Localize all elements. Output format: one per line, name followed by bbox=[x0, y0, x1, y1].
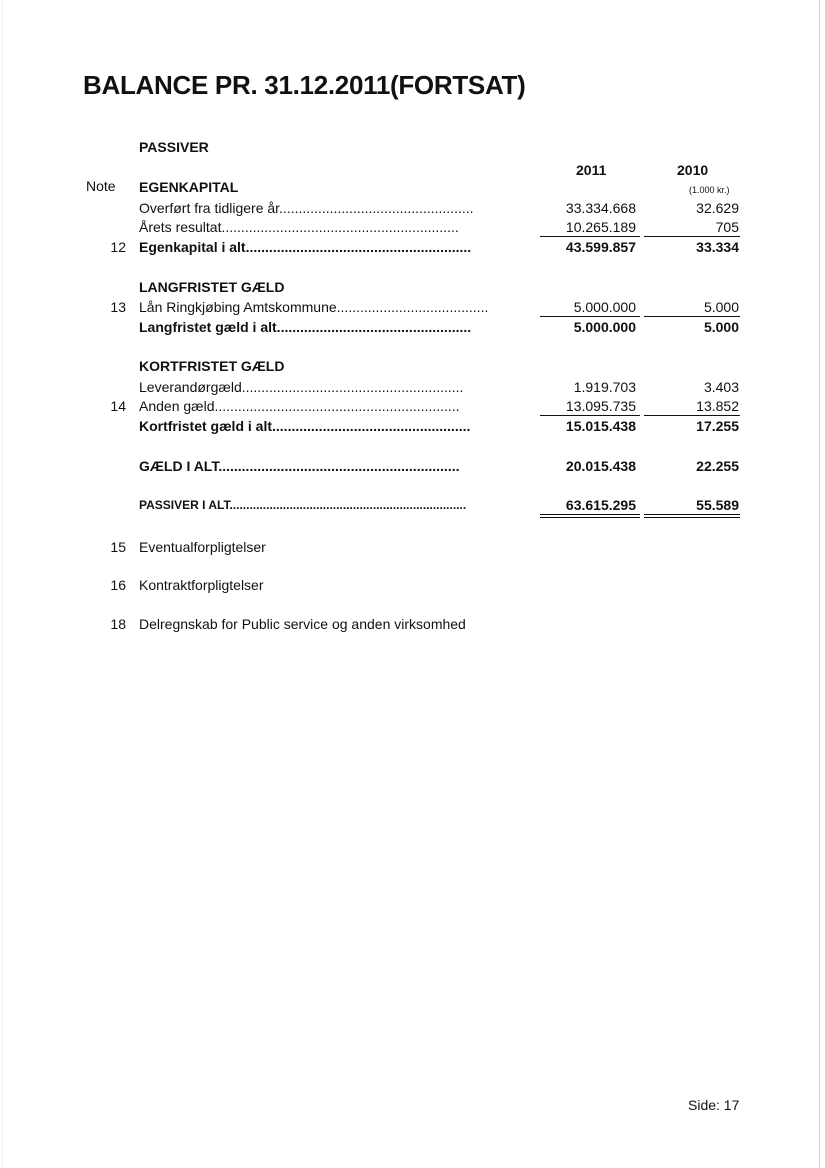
value-2010: 5.000 bbox=[703, 319, 739, 335]
row-debt-total bbox=[0, 458, 825, 476]
footnote-text: Eventualforpligtelser bbox=[139, 539, 266, 555]
double-rule-2010-bottom bbox=[644, 517, 740, 518]
heading-long-term-debt: LANGFRISTET GÆLD bbox=[139, 279, 285, 295]
value-2010: 33.334 bbox=[696, 239, 739, 255]
value-2010: 5.000 bbox=[703, 299, 739, 315]
row-short-term-total bbox=[0, 418, 825, 436]
row-label: GÆLD I ALT.............................................................. bbox=[139, 458, 460, 474]
page-edge-right bbox=[819, 0, 820, 1168]
subtotal-rule-2011 bbox=[540, 236, 640, 237]
section-heading-passiver: PASSIVER bbox=[139, 139, 209, 155]
footnote-text: Delregnskab for Public service og anden virksomhed bbox=[139, 616, 466, 632]
row-label: PASSIVER I ALT....................................................................... bbox=[139, 498, 467, 512]
row-liabilities-total bbox=[0, 497, 825, 515]
row-label: Leverandørgæld......................................................... bbox=[139, 379, 464, 395]
double-rule-2011-bottom bbox=[540, 517, 640, 518]
value-2010: 3.403 bbox=[703, 379, 739, 395]
row-result bbox=[0, 219, 825, 237]
note-number: 15 bbox=[110, 539, 126, 555]
row-long-term-total bbox=[0, 319, 825, 337]
value-2011: 13.095.735 bbox=[565, 398, 636, 414]
row-transferred bbox=[0, 200, 825, 218]
value-2011: 43.599.857 bbox=[565, 239, 636, 255]
row-label: Overført fra tidligere år.................................................. bbox=[139, 200, 474, 216]
note-number: 16 bbox=[110, 577, 126, 593]
value-2010: 55.589 bbox=[696, 497, 739, 513]
value-2011: 1.919.703 bbox=[573, 379, 636, 395]
value-2010: 17.255 bbox=[696, 418, 739, 434]
page-title: BALANCE PR. 31.12.2011(FORTSAT) bbox=[83, 70, 526, 100]
double-rule-2010-top bbox=[644, 514, 740, 515]
note-number: 13 bbox=[110, 299, 126, 315]
page-edge-left bbox=[2, 0, 3, 1168]
value-2010: 705 bbox=[715, 219, 739, 235]
column-header-2010: 2010 bbox=[677, 162, 709, 178]
value-2011: 5.000.000 bbox=[573, 319, 636, 335]
value-2010: 32.629 bbox=[696, 200, 739, 216]
row-label: Anden gæld............................................................... bbox=[139, 398, 460, 414]
column-header-2011: 2011 bbox=[576, 162, 607, 178]
unit-label: (1.000 kr.) bbox=[689, 185, 730, 195]
column-header-note: Note bbox=[86, 178, 116, 194]
row-label: Egenkapital i alt.......................................................... bbox=[139, 239, 472, 255]
row-label: Årets resultat............................................................. bbox=[139, 219, 459, 235]
page-number: Side: 17 bbox=[688, 1097, 740, 1113]
double-rule-2011-top bbox=[540, 514, 640, 515]
heading-short-term-debt: KORTFRISTET GÆLD bbox=[139, 358, 285, 374]
row-suppliers bbox=[0, 379, 825, 397]
value-2010: 13.852 bbox=[696, 398, 739, 414]
row-equity-total bbox=[0, 239, 825, 257]
subtotal-rule-2010 bbox=[644, 236, 740, 237]
note-number: 14 bbox=[110, 398, 126, 414]
value-2011: 20.015.438 bbox=[565, 458, 636, 474]
footnote-text: Kontraktforpligtelser bbox=[139, 577, 264, 593]
row-label: Langfristet gæld i alt.................................................. bbox=[139, 319, 472, 335]
subtotal-rule-2010 bbox=[644, 415, 740, 416]
subtotal-rule-2010 bbox=[644, 316, 740, 317]
value-2011: 33.334.668 bbox=[565, 200, 636, 216]
subtotal-rule-2011 bbox=[540, 316, 640, 317]
subtotal-rule-2011 bbox=[540, 415, 640, 416]
note-number: 18 bbox=[110, 616, 126, 632]
row-label: Kortfristet gæld i alt................................................... bbox=[139, 418, 471, 434]
row-other-debt bbox=[0, 398, 825, 416]
heading-equity: EGENKAPITAL bbox=[139, 179, 239, 195]
row-loan bbox=[0, 299, 825, 317]
value-2011: 63.615.295 bbox=[565, 497, 636, 513]
row-label: Lån Ringkjøbing Amtskommune....................................... bbox=[139, 299, 489, 315]
note-number: 12 bbox=[110, 239, 126, 255]
value-2011: 15.015.438 bbox=[565, 418, 636, 434]
value-2011: 10.265.189 bbox=[565, 219, 636, 235]
value-2010: 22.255 bbox=[696, 458, 739, 474]
value-2011: 5.000.000 bbox=[573, 299, 636, 315]
